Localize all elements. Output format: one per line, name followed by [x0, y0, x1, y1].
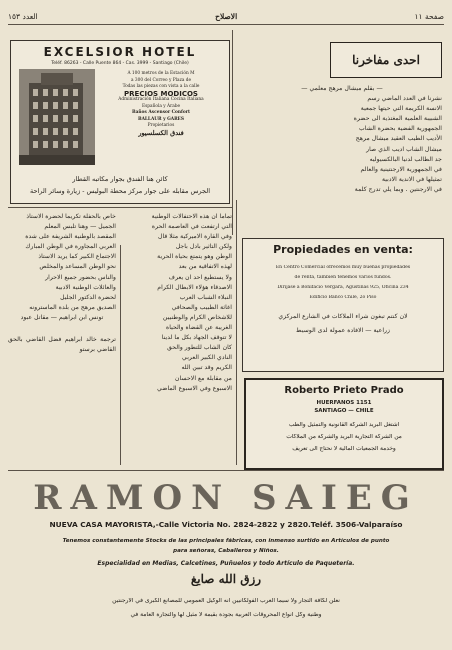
prieto-ad-arabic: من الشركة التجارية البريد والشركة من الملاكات	[286, 434, 402, 440]
article-signature: تونس ابن ابراهيم — مقاتل عبود	[20, 313, 104, 321]
ramon-ad-tagline: NUEVA CASA MAYORISTA,-Calle Victoria No. 2824-2822 y 2820.Teléf. 3506-Valparaíso	[49, 520, 403, 529]
property-ad-arabic: لان كنتم تبغون شراء الملاكات في الشارع المركزي	[278, 313, 408, 320]
hotel-ad-title: EXCELSIOR HOTEL	[43, 45, 197, 59]
article-byline: — بقلم ميشال مرهج معلمي —	[301, 85, 383, 92]
property-ad	[242, 238, 444, 372]
article-line: في الارجنتين . وبما يلي تدرج كلمة	[354, 185, 442, 193]
ramon-ad-arabic: نعلن لكافة التجار ولا سيما العرب الفولكانيين انه الوكيل العمومي للمصانع الكبرى في الارجنتين	[112, 598, 340, 604]
property-ad-arabic: زراعية — الافادة عمولة لدى الوسيط	[295, 327, 391, 334]
article-left-column	[8, 212, 116, 464]
article-line: والعائلات الوطنية الادبية	[55, 283, 116, 291]
ramon-ad-line: Tenemos constantemente Stocks de las principales fábricas, con inmenso surtido en Artículos de punto	[62, 538, 390, 544]
hotel-ad-prices: PRECIOS MODICOS	[124, 89, 198, 98]
article-line: الاسبوع وفي الاسبوع الماضي	[157, 384, 232, 392]
article-line: الجمهورية الفضية بحضرة الشاب	[358, 125, 442, 133]
article-line: نشرنا في العدد الماضي رسم	[367, 95, 442, 103]
article-line: النادي الكبير العربي	[182, 354, 232, 362]
article-line: وفي القارة الاميركية مثلا قال	[157, 233, 232, 241]
property-ad-line: de renta, también tenemos varios fundos.	[294, 275, 392, 280]
prieto-ad-city: SANTIAGO — CHILE	[314, 408, 374, 414]
journal-name: الاصلاح	[215, 11, 238, 21]
hotel-ad-line: Española y Árabe	[141, 103, 181, 109]
issue-number: العدد ١٥٣	[8, 11, 38, 21]
article-line: الاجتماع الكبير كما يريد الاستاذ	[38, 253, 116, 261]
article-line: الجميل — وهنا تلبس المعلم	[44, 223, 116, 231]
article-line: الغريبة عن القضاة والحياة	[165, 324, 232, 332]
article-line: خاص بالحفلة تكريما لحضرة الاستاذ	[26, 213, 116, 220]
article-line: في الجمهورية الارجنتينية والعالم	[360, 165, 442, 173]
hotel-ad-line: Baños Ascensor Confort	[132, 110, 190, 115]
article-line: للاشخاص الكرام والوطنيين	[162, 313, 232, 321]
article-line: ولكن التاثير بادل باجل	[175, 243, 232, 251]
hotel-ad-owners: BALLAUR y GARES	[137, 116, 185, 122]
article-title: احدى مفاخرنا	[352, 53, 420, 67]
prieto-ad-arabic: وخدمة الجمعيات المالية لا نحتاج الى تعريف	[292, 446, 396, 452]
article-line: تمثيلها في الاندية الادبية	[381, 175, 442, 183]
article-line: لهذه الاتفاقية من بعد	[178, 263, 232, 271]
article-line: لا تتوقف الجهاد بكل ما لدينا	[161, 334, 232, 342]
hotel-ad	[10, 40, 230, 204]
article-line: التي ارتفعت في العاصمة الحرة	[151, 223, 232, 231]
article-line: الاصدقاء هؤلاء الابطال الكرام	[157, 283, 232, 291]
ramon-ad-arabic: وطنية وكل انواع المحروقات العربية بجودة بقيمة لا مثيل لها والتجارة العامة في	[130, 612, 322, 618]
article-line: اغاثة الطبيب والصحافي	[171, 303, 232, 311]
article-line: من مقابلة مع الاحسان	[175, 374, 232, 382]
article-closing: ترجمة خالد ابراهيم فضل القاضي بالحق القاضي برستو	[8, 336, 116, 354]
article-middle-column	[124, 212, 232, 464]
article-line: نحو الوطن المساعد والمخلص	[39, 263, 116, 271]
page-header	[8, 8, 444, 25]
property-ad-title: Propiedades en venta:	[273, 243, 413, 256]
prieto-ad-name: Roberto Prieto Prado	[284, 385, 404, 396]
article-line: النبلاء الشباب العرب	[179, 293, 232, 301]
hotel-ad-line: Todas las piezas con vista a la calle	[122, 84, 200, 89]
ramon-ad-line: para señoras, Caballeros y Niños.	[173, 548, 279, 554]
article-line: الوطن وهو يتمتع بحياة الحرية	[157, 253, 232, 261]
article-line: الأديب الطيب العقيد ميشال مرهج	[355, 135, 442, 143]
hotel-ad-details	[101, 71, 221, 136]
article-right-column	[242, 84, 442, 234]
article-line: ميشال الشاب اديب الذي صار	[366, 145, 442, 153]
hotel-ad-line: Administración Italiana Cocina Italiana	[118, 97, 204, 102]
section-rule	[8, 207, 232, 208]
prieto-ad	[244, 378, 444, 470]
property-ad-line: Diríjase a Bonifacio Vergara, Agustinas 925, Oficina 234	[277, 285, 409, 290]
section-rule	[8, 470, 444, 471]
hotel-ad-line: a 300 del Correo y Plaza de	[130, 77, 192, 83]
article-line: ولا يستطيع احد ان يعرف	[168, 273, 232, 281]
column-rule	[120, 245, 121, 465]
article-line: جد الطالب لدنيا البالكسيوليه	[369, 155, 442, 163]
hotel-building-photo	[19, 69, 95, 165]
article-line: الشبيبة العلمية المغتذية الى حضرة	[353, 115, 442, 123]
article-line: كان الشاب للتطور والحق	[167, 344, 232, 352]
property-ad-line: En Centro Comercial ofrecemos muy buenas propiedades	[275, 265, 411, 270]
article-line: تماما ان هذه الاحتفالات الوطنية	[151, 213, 232, 220]
article-line: الانسة الكريمة التي حيتها جمعية	[360, 105, 442, 113]
article-line: الصديق مرهج من بلدة الماسترونه	[29, 303, 116, 311]
ramon-ad-line: Especialidad en Medias, Calcetines, Puñuelos y todo Artículo de Paquetería.	[97, 560, 355, 567]
article-line: العربي المجاورة في الوطن المبارك	[25, 243, 116, 251]
hotel-ad-arabic-name: فندق الكسلسيور	[138, 128, 184, 137]
column-rule	[232, 30, 233, 235]
article-line: لحضرة الدكتور الجليل	[60, 293, 116, 301]
prieto-ad-arabic: اشتغل البريد الشركة القانونية والتمثيل والطب	[288, 422, 400, 428]
ramon-ad-name: RAMON SAIEG	[33, 478, 419, 518]
prieto-ad-address: HUERFANOS 1151	[316, 400, 372, 406]
article-line: الكريم وقد تبين الله	[181, 364, 232, 372]
hotel-ad-owners-role: Propietarios	[147, 123, 175, 128]
article-line: والناس بحضور جميع الاحرار	[45, 273, 116, 281]
article-title-box	[330, 42, 442, 78]
ramon-ad-arabic-name: رزق الله صايغ	[190, 572, 262, 586]
hotel-ad-line: A 100 metros de la Estación M	[127, 71, 195, 76]
article-line: المقصد بالوطنية الشريفة على شدة	[25, 233, 116, 241]
hotel-ad-arabic-line: كائن هنا الفندق بجوار مكاتبه القطار	[72, 175, 168, 183]
hotel-ad-telephone: Teléf. 86263 - Calle Puente 864 - Cas. 3999 - Santiago (Chile)	[51, 61, 189, 66]
hotel-ad-arabic-line: الجرس مقابله على جوار مركز محطة البوليس - زيارة وسائر الراحة	[29, 187, 211, 195]
property-ad-line: Edificio Banco Chile, 2o Piso	[309, 295, 377, 300]
column-rule	[236, 200, 237, 465]
page-number: صفحة ١١	[414, 11, 444, 21]
